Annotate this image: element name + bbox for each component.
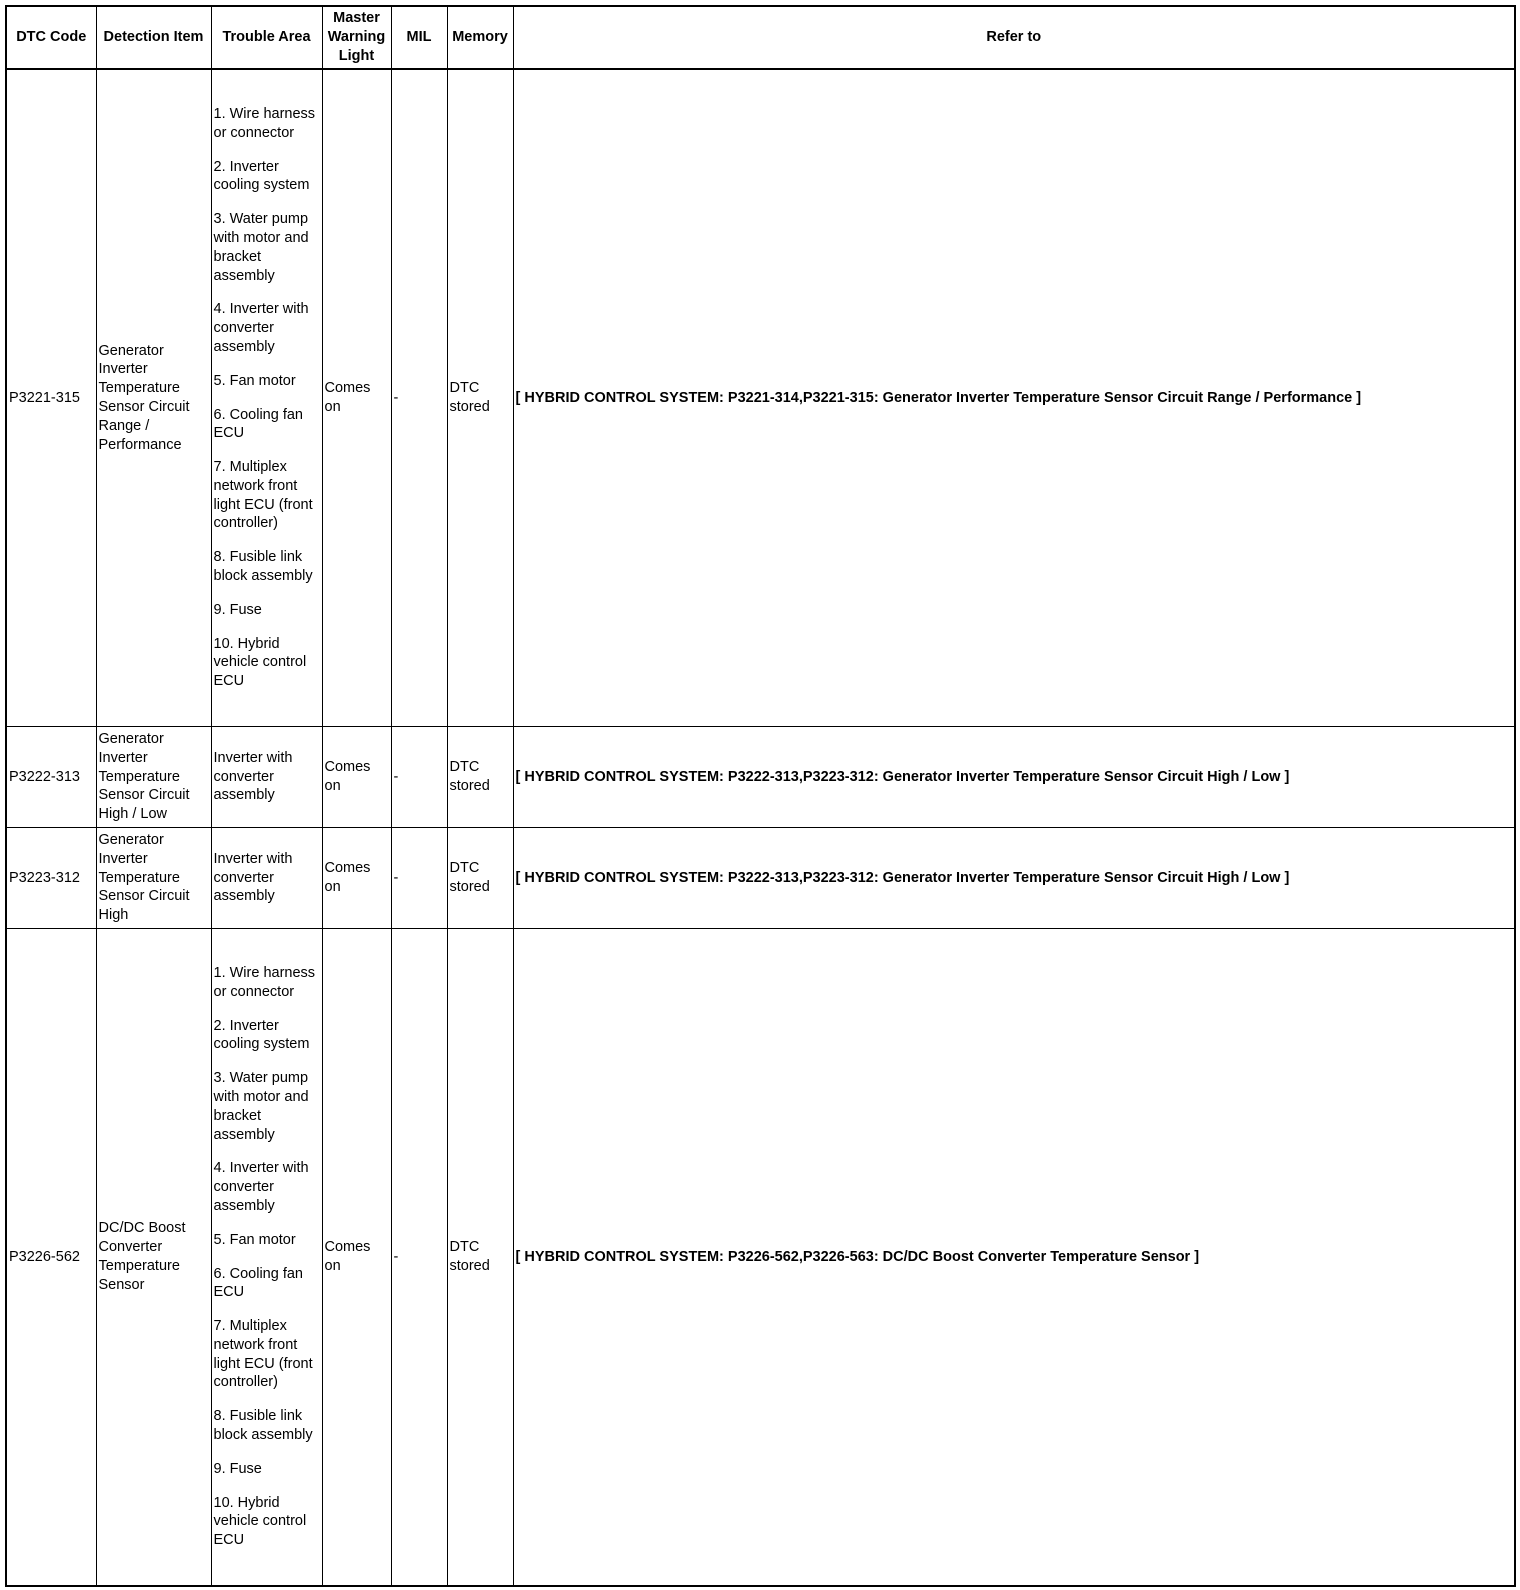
trouble-area-cell [211, 929, 322, 1587]
trouble-area-item: 5. Fan motor [213, 372, 296, 389]
trouble-area-item: 6. Cooling fan ECU [213, 406, 303, 442]
trouble-area-item: 7. Multiplex network front light ECU (front controller) [213, 459, 313, 532]
trouble-area-item: Inverter with converter assembly [213, 749, 293, 804]
trouble-area-item: 3. Water pump with motor and bracket assembly [213, 211, 309, 284]
header-master-warning-light: Master Warning Light [322, 6, 391, 69]
refer-to-link[interactable]: [ HYBRID CONTROL SYSTEM: P3226-562,P3226-563: DC/DC Boost Converter Temperature Sensor ] [513, 929, 1515, 1587]
trouble-area-item: 2. Inverter cooling system [213, 1017, 310, 1053]
header-dtc-code: DTC Code [6, 6, 96, 69]
header-trouble-area: Trouble Area [211, 6, 322, 69]
trouble-area-list [214, 850, 320, 906]
trouble-area-list [214, 749, 320, 805]
trouble-area-item: 10. Hybrid vehicle control ECU [213, 635, 307, 690]
trouble-area-item: 4. Inverter with converter assembly [213, 1160, 309, 1214]
refer-to-link[interactable]: [ HYBRID CONTROL SYSTEM: P3222-313,P3223-312: Generator Inverter Temperature Sensor Circuit High / Low ] [513, 828, 1515, 929]
detection-item-cell: Generator Inverter Temperature Sensor Circuit High [96, 828, 211, 929]
trouble-area-item: Inverter with converter assembly [213, 850, 293, 905]
trouble-area-item: 9. Fuse [213, 601, 262, 618]
mil-cell: - [391, 69, 447, 727]
dtc-code-cell: P3222-313 [6, 727, 96, 828]
table-row [6, 828, 1515, 929]
memory-cell: DTC stored [447, 929, 513, 1587]
master-warning-light-cell: Comes on [322, 727, 391, 828]
master-warning-light-cell: Comes on [322, 929, 391, 1587]
header-refer-to: Refer to [513, 6, 1515, 69]
trouble-area-item: 3. Water pump with motor and bracket assembly [213, 1070, 309, 1143]
header-row [6, 6, 1515, 69]
dtc-code-cell: P3226-562 [6, 929, 96, 1587]
trouble-area-item: 4. Inverter with converter assembly [213, 301, 309, 355]
trouble-area-item: 2. Inverter cooling system [213, 158, 310, 194]
trouble-area-item: 8. Fusible link block assembly [213, 549, 313, 585]
refer-to-link[interactable]: [ HYBRID CONTROL SYSTEM: P3221-314,P3221-315: Generator Inverter Temperature Sensor Circuit Range / Performance ] [513, 69, 1515, 727]
memory-cell: DTC stored [447, 69, 513, 727]
memory-cell: DTC stored [447, 727, 513, 828]
dtc-table [5, 5, 1516, 1587]
trouble-area-item: 8. Fusible link block assembly [213, 1408, 313, 1444]
trouble-area-item: 10. Hybrid vehicle control ECU [213, 1494, 307, 1549]
trouble-area-cell [211, 828, 322, 929]
trouble-area-item: 1. Wire harness or connector [213, 964, 316, 1000]
master-warning-light-cell: Comes on [322, 69, 391, 727]
header-mil: MIL [391, 6, 447, 69]
trouble-area-item: 9. Fuse [213, 1460, 262, 1477]
mil-cell: - [391, 727, 447, 828]
trouble-area-cell [211, 69, 322, 727]
table-row [6, 727, 1515, 828]
header-memory: Memory [447, 6, 513, 69]
trouble-area-item: 1. Wire harness or connector [213, 105, 316, 141]
refer-to-link[interactable]: [ HYBRID CONTROL SYSTEM: P3222-313,P3223-312: Generator Inverter Temperature Sensor Circuit High / Low ] [513, 727, 1515, 828]
detection-item-cell: DC/DC Boost Converter Temperature Sensor [96, 929, 211, 1587]
master-warning-light-cell: Comes on [322, 828, 391, 929]
trouble-area-list [214, 964, 320, 1550]
dtc-code-cell: P3223-312 [6, 828, 96, 929]
detection-item-cell: Generator Inverter Temperature Sensor Circuit High / Low [96, 727, 211, 828]
detection-item-cell: Generator Inverter Temperature Sensor Circuit Range / Performance [96, 69, 211, 727]
trouble-area-item: 7. Multiplex network front light ECU (front controller) [213, 1318, 313, 1391]
table-row [6, 929, 1515, 1587]
trouble-area-cell [211, 727, 322, 828]
mil-cell: - [391, 929, 447, 1587]
memory-cell: DTC stored [447, 828, 513, 929]
trouble-area-item: 6. Cooling fan ECU [213, 1265, 303, 1301]
table-row [6, 69, 1515, 727]
header-detection-item: Detection Item [96, 6, 211, 69]
trouble-area-list [214, 105, 320, 691]
dtc-code-cell: P3221-315 [6, 69, 96, 727]
mil-cell: - [391, 828, 447, 929]
trouble-area-item: 5. Fan motor [213, 1231, 296, 1248]
